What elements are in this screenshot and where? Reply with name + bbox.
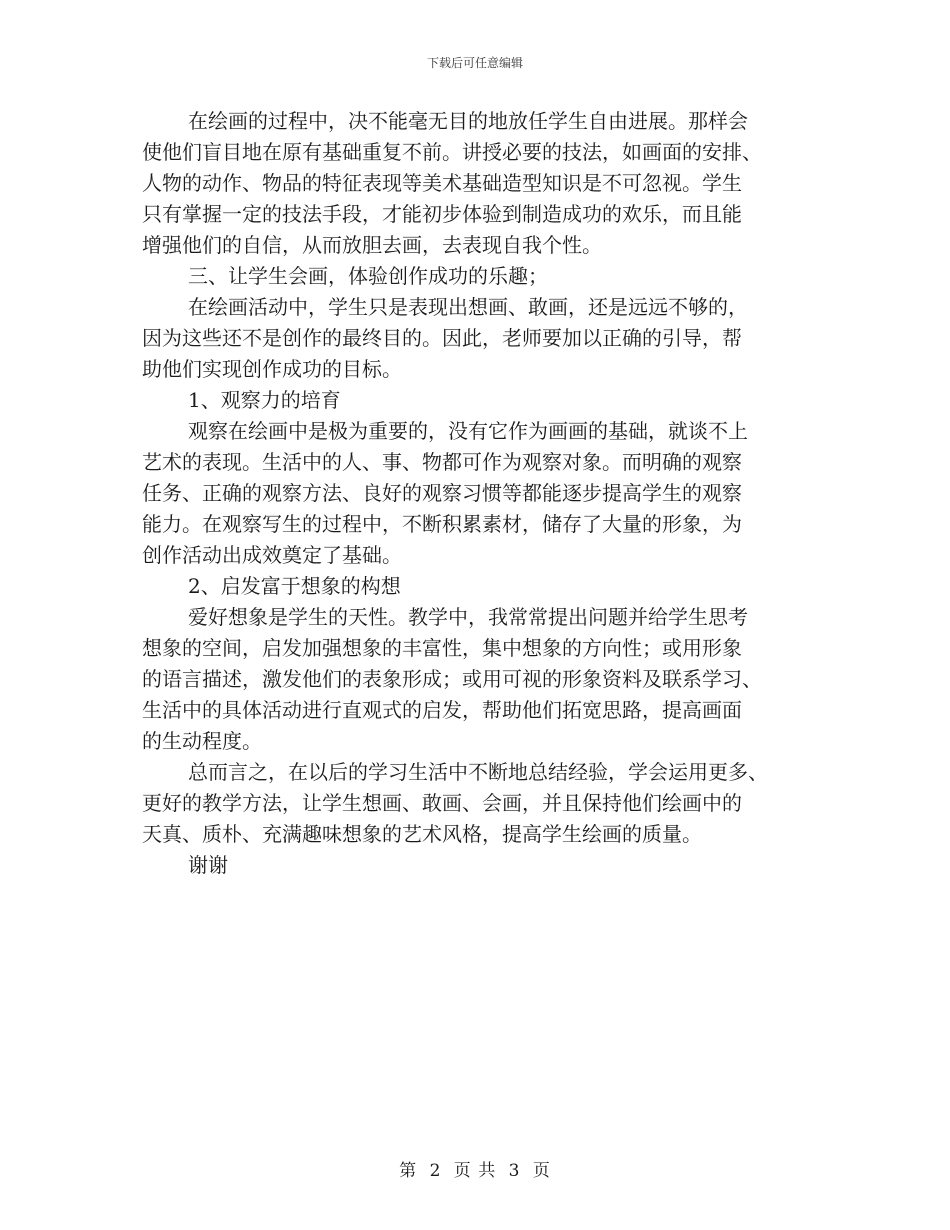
total-page-count: 3	[508, 1161, 521, 1181]
body-line: 艺术的表现。生活中的人、事、物都可作为观察对象。而明确的观察	[142, 450, 742, 474]
body-line: 在绘画的过程中，决不能毫无目的地放任学生自由进展。那样会	[188, 109, 748, 133]
page-label-suffix: 页	[532, 1161, 551, 1181]
body-line: 能力。在观察写生的过程中，不断积累素材，储存了大量的形象，为	[142, 512, 742, 536]
body-line: 想象的空间，启发加强想象的丰富性，集中想象的方向性；或用形象	[142, 636, 742, 660]
page-label-mid: 页 共	[453, 1161, 497, 1181]
page-label-prefix: 第	[399, 1161, 418, 1181]
document-body	[142, 106, 810, 881]
section-heading: 三、让学生会画，体验创作成功的乐趣；	[188, 264, 548, 288]
body-line: 在绘画活动中，学生只是表现出想画、敢画，还是远远不够的，	[188, 295, 748, 319]
page-footer	[0, 1156, 950, 1181]
body-line: 人物的动作、物品的特征表现等美术基础造型知识是不可忽视。学生	[142, 171, 742, 195]
body-line: 的语言描述，激发他们的表象形成；或用可视的形象资料及联系学习、	[142, 667, 762, 691]
body-line: 生活中的具体活动进行直观式的启发，帮助他们拓宽思路，提高画面	[142, 698, 742, 722]
body-line: 的生动程度。	[142, 729, 262, 753]
body-line: 更好的教学方法，让学生想画、敢画、会画，并且保持他们绘画中的	[142, 791, 742, 815]
body-line: 创作活动出成效奠定了基础。	[142, 543, 402, 567]
body-line: 总而言之，在以后的学习生活中不断地总结经验，学会运用更多、	[188, 760, 768, 784]
body-line: 因为这些还不是创作的最终目的。因此，老师要加以正确的引导，帮	[142, 326, 742, 350]
body-line: 爱好想象是学生的天性。教学中，我常常提出问题并给学生思考	[188, 605, 748, 629]
body-line: 使他们盲目地在原有基础重复不前。讲授必要的技法，如画面的安排、	[142, 140, 762, 164]
closing-thanks: 谢谢	[188, 853, 228, 877]
subsection-heading: 2、启发富于想象的构想	[188, 574, 401, 598]
body-line: 天真、质朴、充满趣味想象的艺术风格，提高学生绘画的质量。	[142, 822, 702, 846]
body-line: 任务、正确的观察方法、良好的观察习惯等都能逐步提高学生的观察	[142, 481, 742, 505]
page-header: 下载后可任意编辑	[426, 56, 523, 70]
subsection-heading: 1、观察力的培育	[188, 388, 341, 412]
body-line: 增强他们的自信，从而放胆去画，去表现自我个性。	[142, 233, 602, 257]
current-page-number: 2	[429, 1161, 442, 1181]
body-line: 观察在绘画中是极为重要的，没有它作为画画的基础，就谈不上	[188, 419, 748, 443]
body-line: 只有掌握一定的技法手段，才能初步体验到制造成功的欢乐，而且能	[142, 202, 742, 226]
body-line: 助他们实现创作成功的目标。	[142, 357, 402, 381]
